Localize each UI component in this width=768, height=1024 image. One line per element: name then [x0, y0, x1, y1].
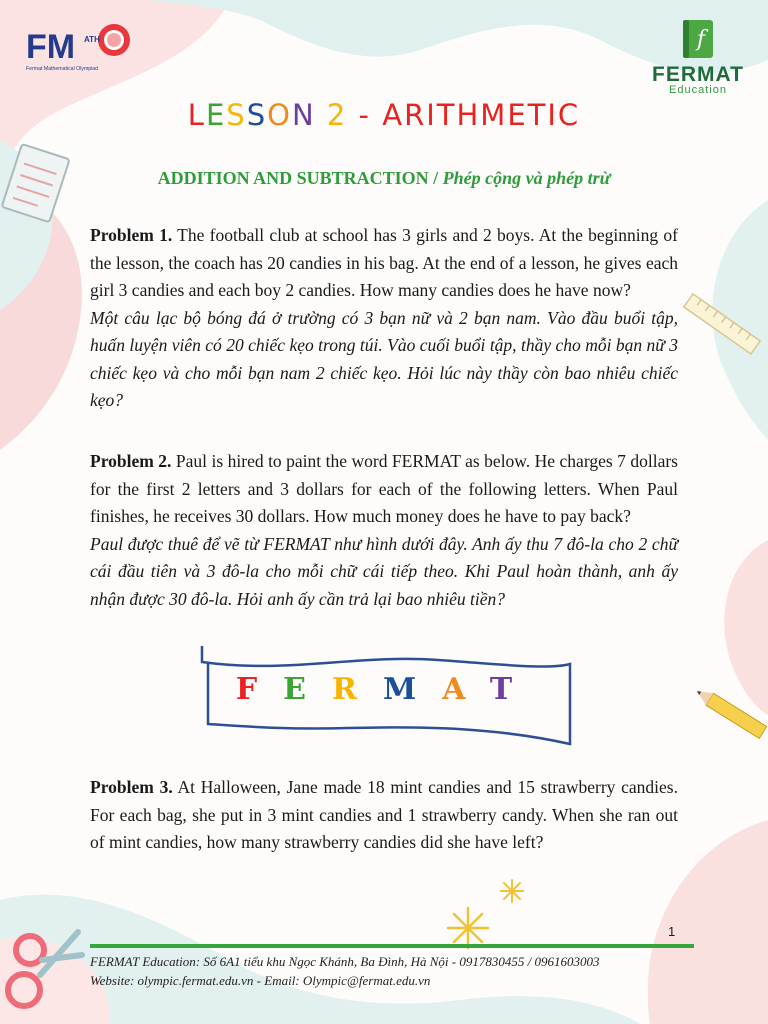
banner-letter: A: [442, 672, 490, 707]
fermat-education-logo: [648, 18, 748, 94]
footer-address: FERMAT Education: Số 6A1 tiểu khu Ngọc Khánh, Ba Đình, Hà Nội - 0917830455 / 0961603003: [90, 954, 600, 969]
title-letter: S: [246, 98, 268, 132]
problem-label: Problem 1.: [90, 225, 173, 245]
problem-2: [90, 448, 678, 613]
fermat-brand-sub: Education: [669, 84, 727, 96]
fermat-brand-name: FERMAT: [652, 63, 744, 86]
problem-3: [90, 774, 678, 857]
title-letter: O: [267, 98, 292, 132]
banner-letter: T: [489, 672, 539, 707]
problem-text-en: The football club at school has 3 girls and 2 boys. At the beginning of the lesson, the coach has 20 candies in his bag. At the end of a lesson, he gives each girl 3 candies and each boy 2 candies. How many candies does he have now?: [90, 225, 678, 300]
title-dash: -: [347, 98, 383, 132]
lesson-number: [188, 98, 348, 132]
fmo-logo-ath: ATH: [84, 35, 100, 44]
lesson-topic: ARITHMETIC: [382, 98, 581, 132]
banner-letter: R: [332, 672, 383, 707]
fermat-logo-f: f: [696, 27, 706, 52]
fmo-logo-text: FM: [26, 28, 76, 66]
problem-text-en: At Halloween, Jane made 18 mint candies and 15 strawberry candies. For each bag, she put in 3 mint candies and 1 strawberry candy. When she ran out of mint candies, how many strawberry candies did she have left?: [90, 777, 678, 852]
footer-contact: Website: olympic.fermat.edu.vn - Email: Olympic@fermat.edu.vn: [90, 973, 431, 988]
problem-text-en: Paul is hired to paint the word FERMAT as below. He charges 7 dollars for the first 2 letters and 3 dollars for each of the following letters. When Paul finishes, he receives 30 dollars. How much money does he have to pay back?: [90, 451, 678, 526]
footer-divider: [90, 944, 694, 948]
title-letter: E: [205, 98, 227, 132]
problem-label: Problem 2.: [90, 451, 172, 471]
book-icon: [679, 18, 717, 60]
section-subtitle: [0, 168, 768, 189]
fmo-logo: [22, 16, 132, 80]
subtitle-vi: Phép cộng và phép trừ: [442, 168, 611, 188]
title-letter: N: [291, 98, 316, 132]
subtitle-en: ADDITION AND SUBTRACTION /: [157, 168, 443, 188]
banner-letter: E: [283, 672, 333, 707]
title-letter: 2: [326, 98, 348, 132]
problem-1: [90, 222, 678, 415]
fmo-logo-caption: Fermat Mathematical Olympiad: [26, 66, 99, 72]
banner-word: [198, 672, 576, 707]
title-letter: L: [187, 98, 206, 132]
problem-label: Problem 3.: [90, 777, 173, 797]
fermat-banner: [198, 642, 576, 748]
problem-text-vi: Một câu lạc bộ bóng đá ở trường có 3 bạn nữ và 2 bạn nam. Vào đầu buổi tập, huấn luyện viên có 20 chiếc kẹo trong túi. Vào cuối buổi tập, thầy cho mỗi bạn nữ 3 chiếc kẹo và cho mỗi bạn nam 2 chiếc kẹo. Hỏi lúc này thầy còn bao nhiêu chiếc kẹo?: [90, 307, 678, 410]
page-title: [0, 98, 768, 132]
title-letter: S: [226, 98, 247, 132]
footer: [90, 952, 600, 990]
page-number: 1: [668, 924, 676, 939]
title-letter: [316, 98, 327, 132]
banner-letter: F: [235, 672, 284, 707]
banner-letter: M: [382, 672, 443, 707]
problem-text-vi: Paul được thuê để vẽ từ FERMAT như hình dưới đây. Anh ấy thu 7 đô-la cho 2 chữ cái đầu tiên và 3 đô-la cho mỗi chữ cái tiếp theo. Khi Paul hoàn thành, anh ấy nhận được 30 đô-la. Hỏi anh ấy cần trả lại bao nhiêu tiền?: [90, 533, 678, 609]
